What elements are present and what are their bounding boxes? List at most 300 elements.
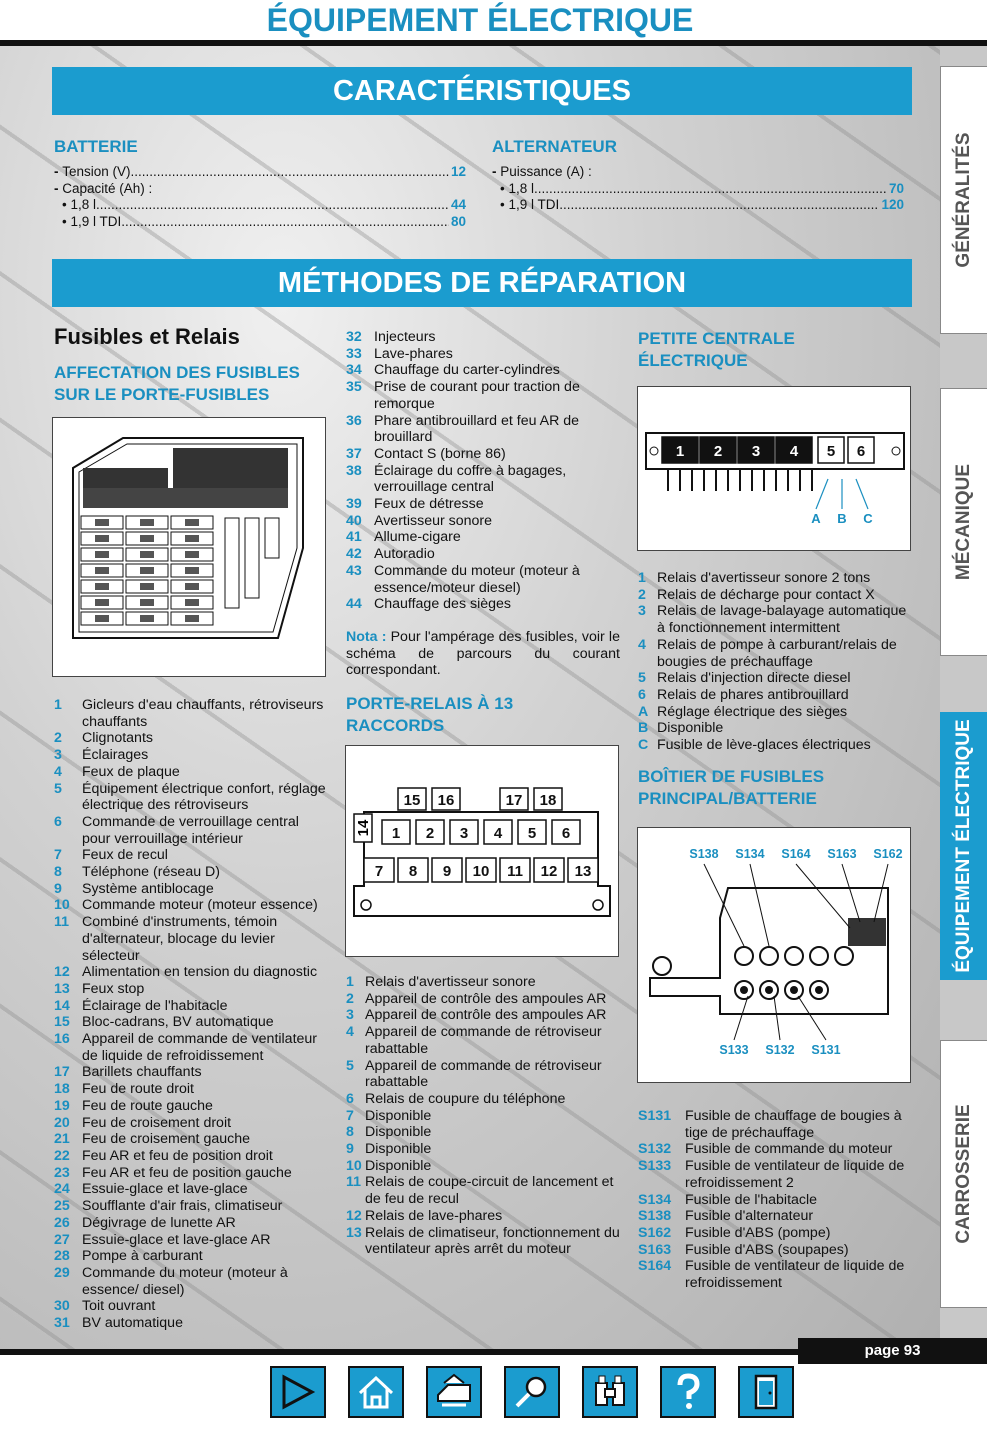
item-text: Disponible <box>365 1141 432 1158</box>
relay-top-label: 17 <box>505 792 523 809</box>
item-text: Gicleurs d'eau chauffants, rétroviseurs chauffants <box>82 697 324 730</box>
item-number: S162 <box>638 1224 672 1241</box>
item-text: Toit ouvrant <box>82 1298 156 1315</box>
item-number: 24 <box>54 1181 70 1198</box>
item-text: Alimentation en tension du diagnostic <box>82 964 318 981</box>
boitier-list <box>638 1108 912 1292</box>
item-number: 8 <box>346 1124 354 1141</box>
capacite-19-row: • 1,9 l TDI ..... 80 <box>54 214 466 231</box>
item-text: Feu de route gauche <box>82 1097 213 1114</box>
item-text: Éclairage de l'habitacle <box>82 997 228 1014</box>
item-number: 10 <box>346 1157 362 1174</box>
alternateur-title: ALTERNATEUR <box>492 137 617 156</box>
list-item <box>346 513 620 530</box>
boitier-bottom-label: S133 <box>719 1043 749 1057</box>
item-text: Fusible de l'habitacle <box>685 1191 818 1208</box>
fusibles-section <box>54 324 329 406</box>
list-item <box>638 1192 912 1209</box>
item-text: Appareil de commande de rétroviseur rabattable <box>365 1057 602 1091</box>
item-text: Fusible d'ABS (soupapes) <box>685 1241 849 1258</box>
item-text: Prise de courant pour traction de remorque <box>374 379 580 412</box>
list-item <box>54 697 327 730</box>
item-number: 20 <box>54 1114 70 1131</box>
item-number: 6 <box>54 813 62 830</box>
relay-label: 8 <box>408 863 418 880</box>
item-text: Disponible <box>365 1107 432 1124</box>
list-item <box>54 764 327 781</box>
list-item <box>54 1265 327 1298</box>
porte-fusibles-diagram <box>52 417 326 677</box>
fuse-box-drawing <box>53 418 325 676</box>
relay-label: 4 <box>493 825 503 842</box>
print-button[interactable] <box>426 1366 482 1418</box>
list-item <box>54 1248 327 1265</box>
item-text: Feu de croisement gauche <box>82 1131 250 1148</box>
list-item <box>638 570 912 587</box>
item-number: 25 <box>54 1198 70 1215</box>
item-text: Relais de décharge pour contact X <box>657 586 875 603</box>
list-item <box>346 1058 620 1091</box>
tension-row: - Tension (V) ..... 12 <box>54 164 466 181</box>
porte-relais-list <box>346 974 620 1258</box>
item-number: 12 <box>54 964 70 981</box>
central-letter-label: B <box>837 511 847 526</box>
list-item <box>638 670 912 687</box>
item-number: 4 <box>54 763 62 780</box>
item-number: 1 <box>54 697 62 713</box>
fusibles-list-2 <box>346 329 620 613</box>
puissance-18-row: • 1,8 l ..... 70 <box>492 181 904 198</box>
item-number: 2 <box>54 730 62 747</box>
home-button[interactable] <box>348 1366 404 1418</box>
list-item <box>54 1215 327 1232</box>
fusibles-title: Fusibles et Relais <box>54 324 240 349</box>
exit-icon <box>746 1373 786 1411</box>
item-number: 13 <box>54 980 70 997</box>
central-letter-label: A <box>811 511 821 526</box>
item-text: Contact S (borne 86) <box>374 445 506 462</box>
list-item <box>638 637 912 670</box>
central-relay-label: 6 <box>856 443 866 460</box>
item-number: 30 <box>54 1298 70 1315</box>
item-text: Relais de climatiseur, fonctionnement du ventilateur après arrêt du moteur <box>365 1224 620 1258</box>
list-item <box>346 463 620 496</box>
item-text: Fusible de ventilateur de liquide de refroidissement <box>685 1258 905 1292</box>
item-text: Essuie-glace et lave-glace AR <box>82 1231 271 1248</box>
item-text: Réglage électrique des sièges <box>657 703 848 720</box>
list-item <box>54 1131 327 1148</box>
item-number: 27 <box>54 1231 70 1248</box>
item-text: Commande du moteur (moteur à essence/moteur diesel) <box>374 562 580 596</box>
relay-label: 7 <box>374 863 384 880</box>
item-text: Commande de verrouillage central pour verrouillage intérieur <box>82 813 299 847</box>
item-text: Chauffage du carter-cylindres <box>374 362 560 379</box>
batterie-section <box>54 136 466 230</box>
list-item <box>54 1148 327 1165</box>
item-text: Fusible d'ABS (pompe) <box>685 1224 831 1241</box>
item-number: 33 <box>346 345 362 362</box>
petite-centrale-diagram <box>637 386 911 551</box>
boitier-bottom-label: S132 <box>765 1043 795 1057</box>
item-text: Autoradio <box>374 546 435 563</box>
next-button[interactable] <box>270 1366 326 1418</box>
relay-label: 13 <box>574 863 592 880</box>
alternateur-section <box>492 136 904 214</box>
item-number: 1 <box>346 974 354 990</box>
list-item <box>346 1141 620 1158</box>
list-item <box>638 704 912 721</box>
petite-centrale-list <box>638 570 912 754</box>
item-text: Allume-cigare <box>374 529 461 546</box>
item-text: Relais de coupure du téléphone <box>365 1090 566 1107</box>
list-item <box>54 1115 327 1132</box>
list-item <box>638 603 912 636</box>
item-text: Feux de plaque <box>82 763 180 780</box>
item-number: 5 <box>638 670 646 687</box>
item-number: 31 <box>54 1315 70 1332</box>
item-text: Disponible <box>365 1157 432 1174</box>
item-text: Lave-phares <box>374 345 453 362</box>
item-text: Pompe à carburant <box>82 1248 203 1265</box>
item-number: S133 <box>638 1158 672 1175</box>
help-button[interactable] <box>660 1366 716 1418</box>
item-number: 6 <box>638 686 646 703</box>
list-item <box>346 1158 620 1175</box>
item-text: Appareil de commande de rétroviseur rabattable <box>365 1024 602 1057</box>
item-text: Feu AR et feu de position droit <box>82 1147 273 1164</box>
item-text: Fusible de chauffage de bougies à tige de préchauffage <box>685 1108 902 1141</box>
relay-label: 1 <box>391 825 401 842</box>
item-number: 19 <box>54 1097 70 1114</box>
item-number: 38 <box>346 462 362 479</box>
list-item <box>346 379 620 412</box>
boitier-bottom-label: S131 <box>811 1043 841 1057</box>
banner-caracteristiques: CARACTÉRISTIQUES <box>52 67 912 115</box>
list-item <box>54 781 327 814</box>
item-number: 15 <box>54 1014 70 1031</box>
item-number: 17 <box>54 1064 70 1081</box>
item-number: 37 <box>346 445 362 462</box>
list-item <box>54 981 327 998</box>
list-item <box>54 1198 327 1215</box>
relay-label: 5 <box>527 825 537 842</box>
list-item <box>638 1108 912 1141</box>
batterie-title: BATTERIE <box>54 137 138 156</box>
item-number: 11 <box>346 1174 361 1191</box>
item-text: Essuie-glace et lave-glace <box>82 1181 248 1198</box>
list-item <box>346 1007 620 1024</box>
item-number: 29 <box>54 1264 70 1281</box>
item-number: S164 <box>638 1258 672 1275</box>
list-item <box>638 1258 912 1291</box>
list-item <box>54 1081 327 1098</box>
list-item <box>346 1024 620 1057</box>
item-text: Relais d'avertisseur sonore 2 tons <box>657 570 871 586</box>
item-text: Éclairage du coffre à bagages, verrouillage central <box>374 462 567 496</box>
item-text: Injecteurs <box>374 329 436 345</box>
battery-fuse-box-drawing <box>638 828 910 1082</box>
relay-label: 10 <box>472 863 490 880</box>
item-text: BV automatique <box>82 1315 183 1332</box>
central-letter-label: C <box>863 511 873 526</box>
list-item <box>54 881 327 898</box>
list-item <box>346 362 620 379</box>
tab-carrosserie[interactable]: CARROSSERIE <box>940 1040 987 1308</box>
boitier-top-label: S134 <box>735 847 765 861</box>
item-text: Relais de lavage-balayage automatique à fonctionnement intermittent <box>657 603 907 637</box>
item-text: Feux stop <box>82 980 145 997</box>
item-number: 22 <box>54 1147 70 1164</box>
list-item <box>346 546 620 563</box>
page-title: ÉQUIPEMENT ÉLECTRIQUE <box>266 2 694 38</box>
item-number: 26 <box>54 1214 70 1231</box>
item-text: Relais de coupe-circuit de lancement et de feu de recul <box>365 1174 614 1208</box>
item-text: Soufflante d'air frais, climatiseur <box>82 1198 283 1215</box>
boitier-top-label: S138 <box>689 847 719 861</box>
relay-label: 2 <box>425 825 435 842</box>
boitier-top-label: S164 <box>781 847 811 861</box>
list-item <box>346 529 620 546</box>
item-number: 10 <box>54 897 70 914</box>
item-number: 14 <box>54 997 70 1014</box>
puissance-19-row: • 1,9 l TDI ..... 120 <box>492 197 904 214</box>
item-number: 11 <box>54 914 69 931</box>
nota: Nota : Pour l'ampérage des fusibles, voir le schéma de parcours du courant correspondant. <box>346 629 620 679</box>
item-number: 34 <box>346 362 362 379</box>
list-item <box>54 964 327 981</box>
list-item <box>638 720 912 737</box>
item-text: Appareil de contrôle des ampoules AR <box>365 990 607 1007</box>
central-relay-label: 5 <box>826 443 836 460</box>
item-number: 7 <box>54 847 62 864</box>
item-number: 32 <box>346 329 362 345</box>
item-text: Fusible de lève-glaces électriques <box>657 737 871 754</box>
list-item <box>54 864 327 881</box>
porte-relais-diagram <box>345 745 619 957</box>
list-item <box>54 1014 327 1031</box>
item-number: S163 <box>638 1241 672 1258</box>
item-number: 3 <box>638 603 646 620</box>
relay-board-drawing <box>346 746 618 956</box>
help-icon <box>668 1373 708 1411</box>
item-number: C <box>638 737 649 754</box>
item-number: 4 <box>346 1024 354 1041</box>
capacite-18-row: • 1,8 l ..... 44 <box>54 197 466 214</box>
item-number: 23 <box>54 1164 70 1181</box>
item-text: Commande du moteur (moteur à essence/ diesel) <box>82 1264 288 1298</box>
boitier-diagram <box>637 827 911 1083</box>
banner-methodes: MÉTHODES DE RÉPARATION <box>52 259 912 307</box>
list-item <box>638 1208 912 1225</box>
boitier-title: BOÎTIER DE FUSIBLES PRINCIPAL/BATTERIE <box>638 767 825 808</box>
item-number: 43 <box>346 562 362 579</box>
item-text: Fusible d'alternateur <box>685 1208 814 1225</box>
relay-top-label: 18 <box>539 792 557 809</box>
search-button[interactable] <box>504 1366 560 1418</box>
item-number: S131 <box>638 1108 672 1124</box>
list-item <box>54 1165 327 1182</box>
list-item <box>346 1225 620 1258</box>
affectation-title: AFFECTATION DES FUSIBLES SUR LE PORTE-FUSIBLES <box>54 363 300 404</box>
page-number: page 93 <box>798 1338 987 1364</box>
item-number: 40 <box>346 512 362 529</box>
item-number: 6 <box>346 1090 354 1107</box>
item-number: 35 <box>346 379 362 396</box>
item-text: Barillets chauffants <box>82 1064 202 1081</box>
relay-label: 3 <box>459 825 469 842</box>
item-text: Chauffage des sièges <box>374 596 511 613</box>
list-item <box>54 914 327 964</box>
item-text: Appareil de contrôle des ampoules AR <box>365 1007 607 1024</box>
item-text: Fusible de ventilateur de liquide de refroidissement 2 <box>685 1158 905 1191</box>
item-text: Dégivrage de lunette AR <box>82 1214 236 1231</box>
boitier-top-label: S162 <box>873 847 903 861</box>
list-item <box>54 747 327 764</box>
list-item <box>54 1315 327 1332</box>
item-text: Relais d'avertisseur sonore <box>365 974 536 990</box>
item-text: Relais de phares antibrouillard <box>657 686 849 703</box>
item-number: 18 <box>54 1081 70 1098</box>
list-item <box>346 496 620 513</box>
next-arrow-icon <box>278 1373 318 1411</box>
list-item <box>346 1091 620 1108</box>
item-text: Téléphone (réseau D) <box>82 864 221 881</box>
list-item <box>638 737 912 754</box>
central-relay-label: 1 <box>675 443 685 460</box>
item-text: Combiné d'instruments, témoin d'alternateur, blocage du levier sélecteur <box>82 914 278 964</box>
fusibles-list-1 <box>54 697 327 1332</box>
item-number: 42 <box>346 546 362 563</box>
item-number: 16 <box>54 1031 70 1048</box>
item-text: Feux de détresse <box>374 496 484 513</box>
list-item <box>346 974 620 991</box>
item-number: B <box>638 720 649 737</box>
home-icon <box>356 1373 396 1411</box>
item-number: 44 <box>346 596 362 613</box>
list-item <box>54 1031 327 1064</box>
item-text: Feux de recul <box>82 847 168 864</box>
item-text: Feu de croisement droit <box>82 1114 232 1131</box>
item-text: Feu de route droit <box>82 1081 194 1098</box>
item-number: 39 <box>346 496 362 513</box>
item-text: Phare antibrouillard et feu AR de brouillard <box>374 412 580 446</box>
list-item <box>54 847 327 864</box>
item-number: 9 <box>346 1141 354 1158</box>
tab-mecanique[interactable]: MÉCANIQUE <box>940 388 987 656</box>
list-item <box>346 446 620 463</box>
petite-centrale-title: PETITE CENTRALE ÉLECTRIQUE <box>638 329 795 370</box>
binoculars-button[interactable] <box>582 1366 638 1418</box>
central-relay-label: 3 <box>751 443 761 460</box>
list-item <box>346 1208 620 1225</box>
list-item <box>54 897 327 914</box>
relay-label: 9 <box>442 863 452 880</box>
item-number: 12 <box>346 1207 362 1224</box>
title-rule <box>0 40 987 46</box>
item-number: 5 <box>346 1057 354 1074</box>
item-number: 8 <box>54 864 62 881</box>
item-number: 9 <box>54 880 62 897</box>
boitier-top-label: S163 <box>827 847 857 861</box>
print-icon <box>434 1373 474 1411</box>
list-item <box>346 1124 620 1141</box>
list-item <box>346 563 620 596</box>
item-number: 3 <box>346 1007 354 1024</box>
item-text: Bloc-cadrans, BV automatique <box>82 1014 274 1031</box>
item-text: Clignotants <box>82 730 153 747</box>
item-text: Avertisseur sonore <box>374 512 493 529</box>
item-number: 1 <box>638 570 646 586</box>
list-item <box>638 587 912 604</box>
item-text: Disponible <box>365 1124 432 1141</box>
tab-equipement-electrique[interactable]: ÉQUIPEMENT ÉLECTRIQUE <box>940 712 987 980</box>
relay-side-label: 14 <box>355 819 372 837</box>
relay-top-label: 15 <box>403 792 421 809</box>
list-item <box>54 1298 327 1315</box>
relay-top-label: 16 <box>437 792 455 809</box>
exit-button[interactable] <box>738 1366 794 1418</box>
relay-label: 6 <box>561 825 571 842</box>
list-item <box>638 1225 912 1242</box>
list-item <box>346 413 620 446</box>
list-item <box>346 1174 620 1207</box>
item-number: 2 <box>346 990 354 1007</box>
item-number: S134 <box>638 1191 672 1208</box>
list-item <box>54 1064 327 1081</box>
list-item <box>638 1242 912 1259</box>
item-number: 3 <box>54 747 62 764</box>
search-icon <box>512 1373 552 1411</box>
list-item <box>346 991 620 1008</box>
list-item <box>346 329 620 346</box>
item-text: Éclairages <box>82 747 149 764</box>
item-number: 5 <box>54 780 62 797</box>
list-item <box>54 730 327 747</box>
item-number: 28 <box>54 1248 70 1265</box>
tab-generalites[interactable]: GÉNÉRALITÉS <box>940 66 987 334</box>
item-text: Fusible de commande du moteur <box>685 1141 893 1158</box>
item-number: 21 <box>54 1131 70 1148</box>
central-relay-label: 2 <box>713 443 723 460</box>
list-item <box>54 998 327 1015</box>
list-item <box>54 814 327 847</box>
item-number: 7 <box>346 1107 354 1124</box>
item-text: Feu AR et feu de position gauche <box>82 1164 292 1181</box>
list-item <box>54 1181 327 1198</box>
porte-relais-title: PORTE-RELAIS À 13 RACCORDS <box>346 694 514 735</box>
list-item <box>638 1158 912 1191</box>
item-number: 2 <box>638 586 646 603</box>
relay-label: 11 <box>507 863 523 880</box>
list-item <box>346 596 620 613</box>
item-number: S132 <box>638 1141 672 1158</box>
list-item <box>346 346 620 363</box>
list-item <box>54 1098 327 1115</box>
item-text: Disponible <box>657 720 724 737</box>
list-item <box>346 1108 620 1125</box>
list-item <box>54 1232 327 1249</box>
item-number: A <box>638 703 649 720</box>
footer <box>0 1355 987 1434</box>
capacite-row: - Capacité (Ah) : <box>54 180 153 196</box>
list-item <box>638 687 912 704</box>
item-number: 4 <box>638 636 646 653</box>
item-text: Commande moteur (moteur essence) <box>82 897 318 914</box>
central-relay-label: 4 <box>789 443 799 460</box>
item-text: Relais de lave-phares <box>365 1207 503 1224</box>
item-number: 41 <box>346 529 362 546</box>
puissance-row: - Puissance (A) : <box>492 164 592 179</box>
